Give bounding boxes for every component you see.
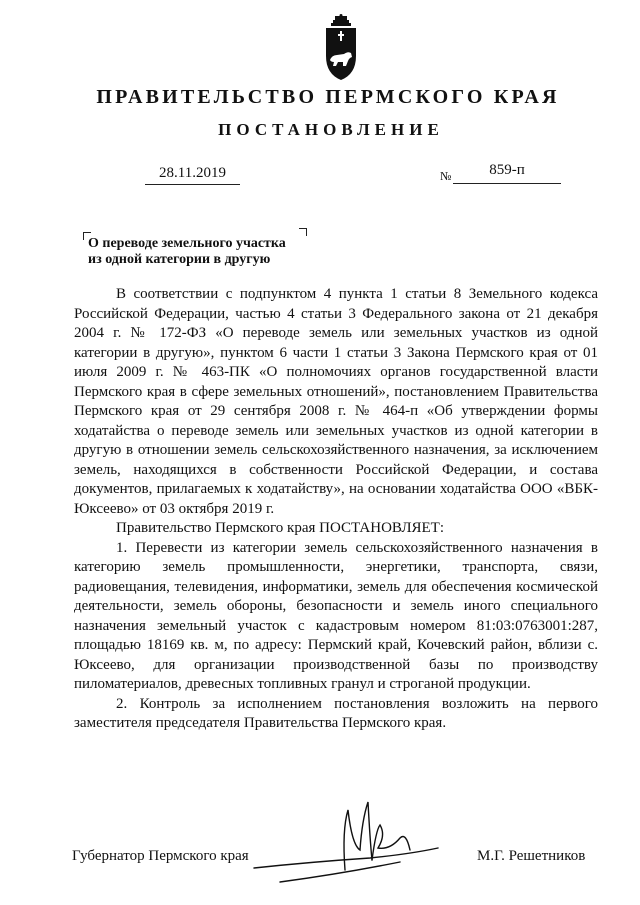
handwritten-signature [250, 790, 440, 890]
document-body [74, 285, 598, 734]
paragraph-item-2: 2. Контроль за исполнением постановления возложить на первого заместителя председателя Правительства Пермского края. [74, 695, 598, 731]
government-title: ПРАВИТЕЛЬСТВО ПЕРМСКОГО КРАЯ [96, 86, 560, 108]
paragraph-legal-basis: В соответствии с подпунктом 4 пункта 1 статьи 8 Земельного кодекса Российской Федерации, частью 4 статьи 3 Федерального закона от 21 декабря 2004 г. № 172-ФЗ «О переводе земель или земельных участков из одной категории в другую», пунктом 6 части 1 статьи 3 Закона Пермского края от 01 июля 2009 г. № 463-ПК «О полномочиях органов государственной власти Пермского края в сфере земельных отношений», постановлением Правительства Пермского края от 29 сентября 2008 г. № 464-п «Об утверждении формы ходатайства о переводе земель или земельных участков из одной категории в другую в отношении земель сельскохозяйственного назначения, за исключением земель, находящихся в собственности Российской Федерации, и состава документов, прилагаемых к ходатайству», на основании ходатайства ООО «ВБК-Юксеево» от 03 октября 2019 г. [74, 286, 598, 517]
number-sign: № [440, 169, 452, 183]
document-date: 28.11.2019 [145, 165, 240, 185]
paragraph-item-1: 1. Перевести из категории земель сельскохозяйственного назначения в категорию земель промышленности, энергетики, транспорта, связи, радиовещания, телевидения, информатики, земель для обеспечения космической деятельности, земель обороны, безопасности и земель иного специального назначения земельный участок с кадастровым номером 81:03:0763001:287, площадью 18169 кв. м, по адресу: Пермский край, Кочевский район, вблизи с. Юксеево, для организации производственной базы по производству пиломатериалов, древесных топливных гранул и строганой продукции. [74, 539, 598, 692]
signatory-name: М.Г. Решетников [477, 848, 586, 864]
paragraph-resolves: Правительство Пермского края ПОСТАНОВЛЯЕТ: [116, 520, 445, 536]
subject-line-1: О переводе земельного участка [88, 236, 286, 251]
subject-line-2: из одной категории в другую [88, 252, 271, 267]
coat-of-arms-icon [318, 14, 364, 84]
document-number: 859-п [453, 162, 561, 184]
subject-bracket-right [299, 228, 307, 236]
signatory-title: Губернатор Пермского края [72, 848, 249, 864]
document-type: ПОСТАНОВЛЕНИЕ [218, 120, 444, 139]
document-subject [88, 236, 286, 268]
